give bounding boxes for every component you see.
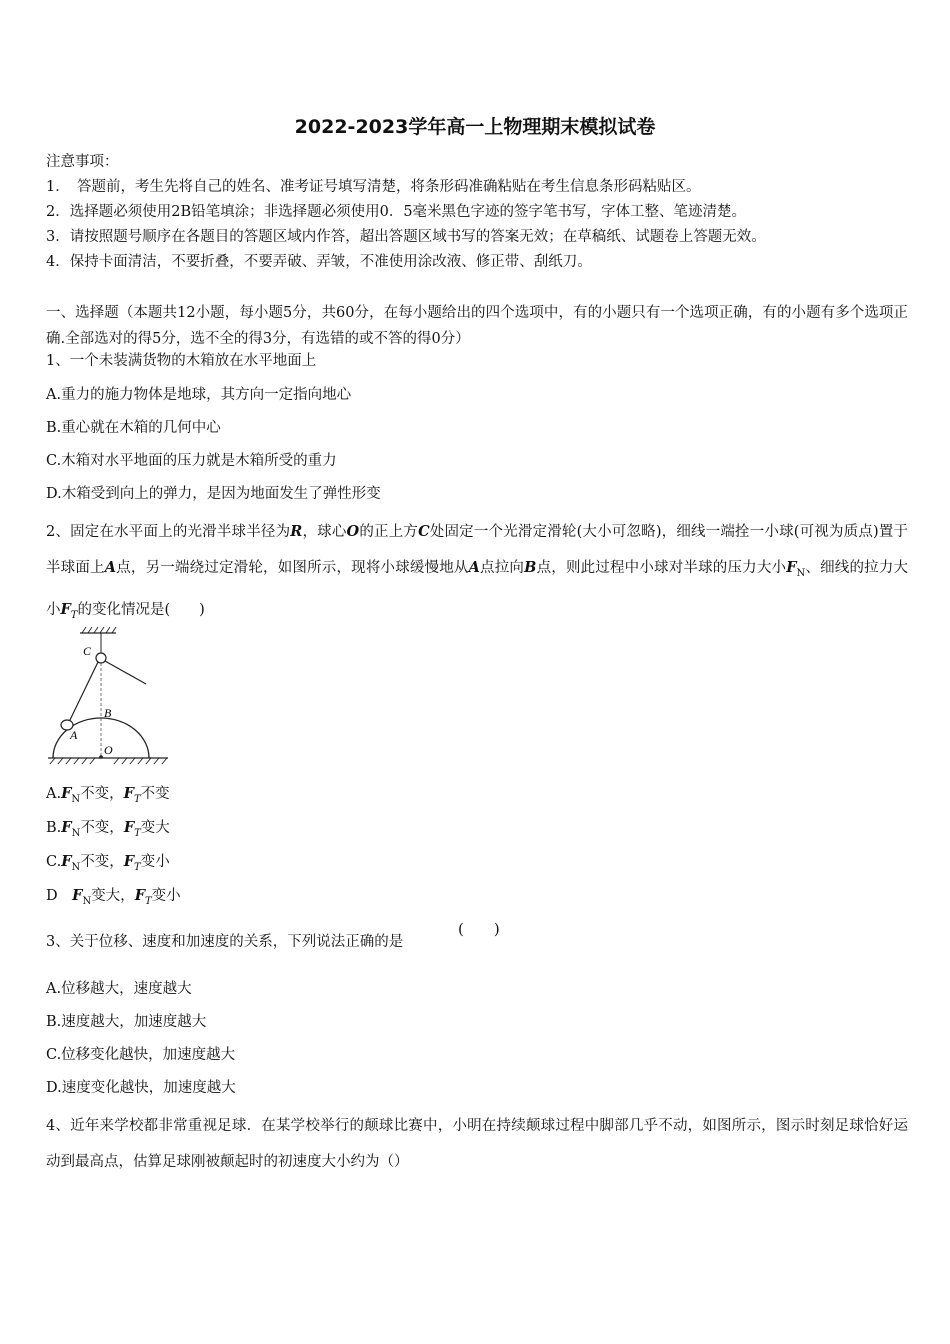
q2-option-a (46, 784, 170, 810)
sub-t: T (70, 609, 78, 621)
var-f: F (61, 853, 72, 870)
option-text: 变小 (140, 854, 170, 870)
label-a: A (70, 728, 78, 742)
option-text: 变小 (151, 888, 181, 904)
q2-text: 2、固定在水平面上的光滑半球半径为 (46, 524, 291, 540)
q1-option-c: C.木箱对水平地面的压力就是木箱所受的重力 (46, 453, 337, 469)
option-text: 变大 (140, 820, 170, 836)
var-r: R (290, 523, 303, 540)
notice-item-2: 2．选择题必须使用2B铅笔填涂；非选择题必须使用0．5毫米黑色字迹的签字笔书写，字体工整、笔迹清楚。 (46, 204, 747, 220)
option-letter: B. (46, 820, 62, 836)
q2-option-c (46, 852, 170, 878)
q1-option-d: D.木箱受到向上的弹力，是因为地面发生了弹性形变 (46, 486, 381, 502)
sub-n: N (71, 861, 81, 873)
q3-option-d: D.速度变化越快，加速度越大 (46, 1080, 236, 1096)
label-b: B (104, 706, 112, 720)
var-b: B (524, 559, 537, 576)
center-point (99, 755, 103, 759)
sub-t: T (133, 793, 141, 805)
hemisphere-pulley-figure (46, 626, 170, 766)
q2-text: 的正上方 (359, 524, 419, 540)
notice-item-1: 1． 答题前，考生先将自己的姓名、准考证号填写清楚，将条形码准确粘贴在考生信息条形码粘贴区。 (46, 179, 701, 195)
q2-text: 点，则此过程中小球对半球的压力大小 (536, 560, 787, 576)
option-text: 不变 (140, 786, 170, 802)
section-1-instructions: 一、选择题（本题共12小题，每小题5分，共60分，在每小题给出的四个选项中，有的小题只有一个选项正确，有的小题有多个选项正确.全部选对的得5分，选不全的得3分，有选错的或不答的得0分） (46, 305, 908, 347)
q2-text: 的变化情况是( ) (77, 601, 205, 618)
rope-to-ball (69, 662, 98, 722)
ceiling-hatch (82, 627, 116, 633)
q2-option-b (46, 818, 170, 844)
option-letter: C. (46, 854, 62, 870)
sub-t: T (134, 827, 141, 839)
notice-heading: 注意事项： (46, 154, 119, 170)
var-f: F (123, 785, 134, 802)
var-f: F (61, 785, 72, 802)
option-letter: A. (46, 786, 62, 802)
sub-t: T (144, 895, 152, 907)
q1-option-a: A.重力的施力物体是地球，其方向一定指向地心 (46, 387, 352, 403)
var-a: A (468, 559, 480, 576)
q2-option-d (46, 886, 181, 912)
label-o: O (104, 743, 113, 757)
q2-text: 点拉向 (479, 560, 525, 576)
pulley (96, 653, 106, 663)
sub-n: N (71, 793, 81, 805)
q3-answer-paren: ( ) (458, 920, 500, 938)
q1-option-b: B.重心就在木箱的几何中心 (46, 420, 221, 436)
option-text: 不变， (80, 820, 124, 836)
var-a: A (104, 559, 117, 576)
var-f: F (61, 819, 72, 836)
q2-stem (46, 514, 908, 634)
option-text: 变大， (91, 888, 135, 904)
q3-option-b: B.速度越大，加速度越大 (46, 1014, 207, 1030)
q2-text: 处固定一个光滑定滑轮(大小可忽略)，细线一端拴一小球(可视为质点)置于半球面上 (46, 524, 909, 576)
q1-stem: 1、一个未装满货物的木箱放在水平地面上 (46, 353, 317, 369)
q3-stem: 3、关于位移、速度和加速度的关系，下列说法正确的是 (46, 934, 404, 950)
exam-title: 2022-2023学年高一上物理期末模拟试卷 (294, 116, 656, 138)
notice-item-4: 4．保持卡面清洁，不要折叠，不要弄破、弄皱，不准使用涂改液、修正带、刮纸刀。 (46, 254, 592, 270)
var-o: O (346, 523, 360, 540)
sub-n: N (71, 827, 81, 839)
var-f: F (60, 600, 71, 618)
notice-item-3: 3．请按照题号顺序在各题目的答题区域内作答，超出答题区域书写的答案无效；在草稿纸、试题卷上答题无效。 (46, 229, 766, 245)
option-text: 不变， (80, 854, 124, 870)
q2-text: 、细线的拉力大小 (46, 560, 909, 618)
option-letter: D (46, 888, 73, 904)
var-f: F (123, 853, 135, 870)
rope-free-end (105, 661, 146, 684)
sub-n: N (796, 567, 806, 579)
var-f: F (786, 559, 797, 576)
var-f: F (72, 887, 83, 904)
sub-t: T (134, 861, 141, 873)
var-f: F (123, 819, 135, 836)
sub-n: N (82, 895, 92, 907)
ground-hatch (50, 758, 167, 764)
var-f: F (134, 887, 145, 904)
label-c: C (83, 644, 92, 658)
q2-text: ，球心 (302, 524, 347, 540)
option-text: 不变， (80, 786, 124, 802)
q4-stem: 4、近年来学校都非常重视足球．在某学校举行的颠球比赛中，小明在持续颠球过程中脚部几乎不动，如图所示，图示时刻足球恰好运动到最高点，估算足球刚被颠起时的初速度大小约为（） (46, 1118, 908, 1170)
var-c: C (418, 523, 430, 540)
q3-option-a: A.位移越大，速度越大 (46, 981, 192, 997)
q2-text: 点，另一端绕过定滑轮，如图所示，现将小球缓慢地从 (116, 560, 469, 576)
q3-option-c: C.位移变化越快，加速度越大 (46, 1047, 236, 1063)
